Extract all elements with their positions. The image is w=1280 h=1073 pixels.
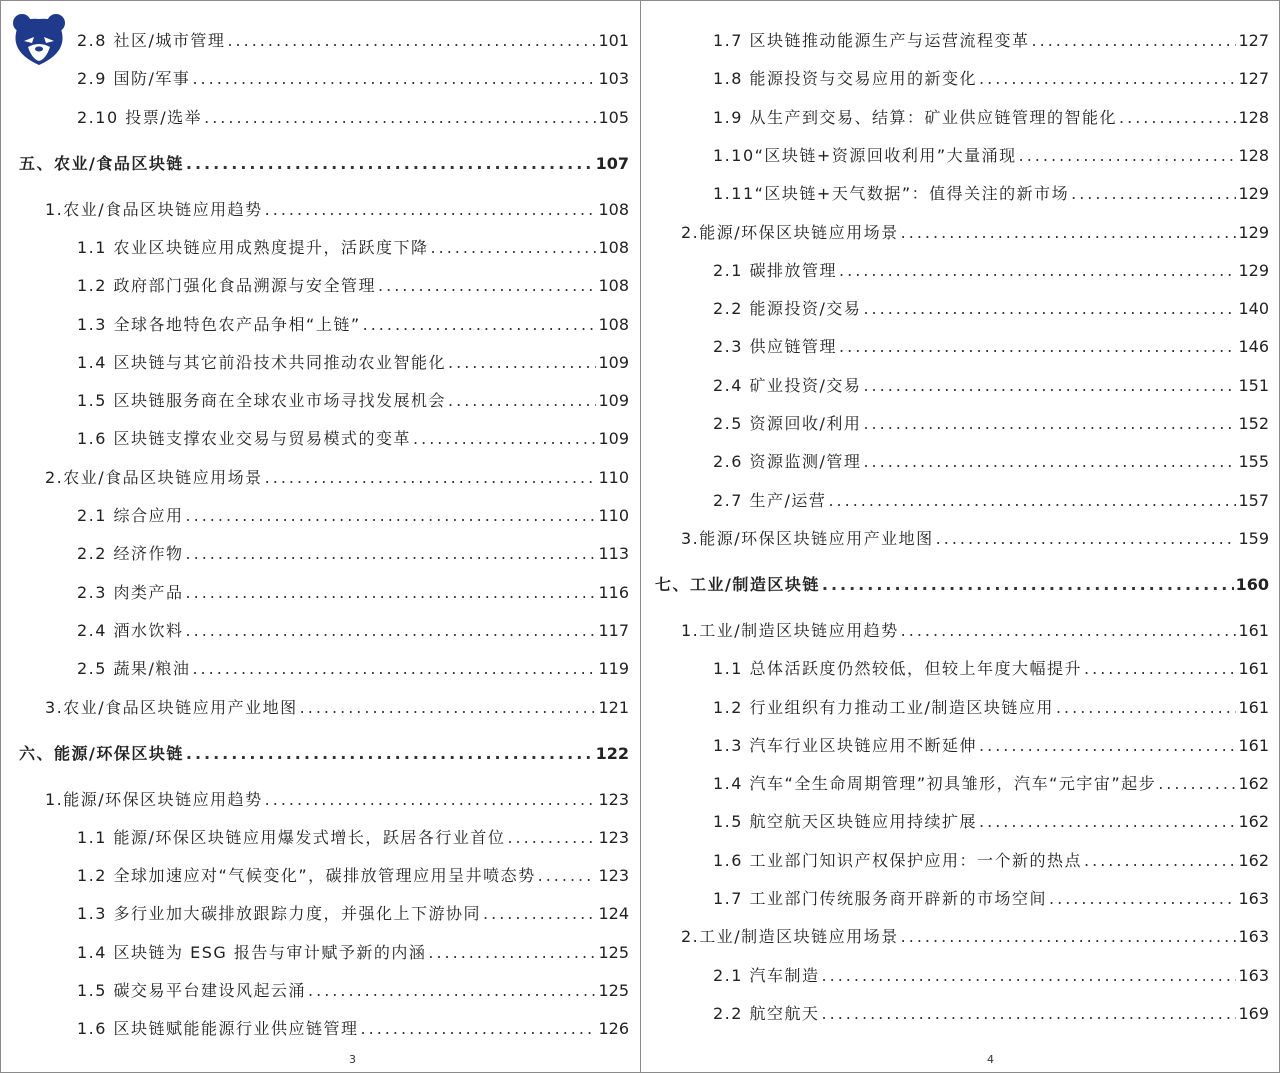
toc-entry-page: 159 [1238,528,1269,548]
toc-entry-page: 162 [1238,812,1269,832]
toc-entry-title: 1.1 总体活跃度仍然较低，但较上年度大幅提升 [713,659,1083,679]
toc-leader-dots [901,223,1237,242]
toc-entry-page: 122 [595,743,629,763]
toc-chapter[interactable] [655,572,1269,595]
toc-subsection[interactable] [713,66,1269,89]
toc-leader-dots [901,621,1237,640]
toc-leader-dots [300,698,597,717]
toc-subsection[interactable] [713,28,1269,51]
toc-section[interactable] [45,787,629,810]
toc-leader-dots [308,981,596,1000]
toc-subsection[interactable] [713,411,1269,434]
toc-entry-page: 146 [1238,337,1269,357]
toc-leader-dots [863,376,1236,395]
toc-entry-title: 1.5 区块链服务商在全球农业市场寻找发展机会 [77,391,447,411]
toc-leader-dots [204,108,596,127]
toc-subsection[interactable] [77,541,629,564]
toc-leader-dots [828,491,1236,510]
toc-entry-title: 1.5 航空航天区块链应用持续扩展 [713,812,978,832]
toc-entry-title: 五、农业/食品区块链 [19,153,184,173]
toc-leader-dots [192,69,596,88]
toc-entry-page: 123 [598,866,629,886]
toc-leader-dots [265,468,597,487]
toc-entry-title: 2.农业/食品区块链应用场景 [45,467,263,487]
toc-entry-title: 1.8 能源投资与交易应用的新变化 [713,69,978,89]
toc-subsection[interactable] [77,978,629,1001]
toc-entry-page: 127 [1238,31,1269,50]
toc-subsection[interactable] [77,901,629,924]
toc-entry-page: 163 [1238,965,1269,985]
toc-leader-dots [431,238,597,257]
toc-entry-title: 1.2 政府部门强化食品溯源与安全管理 [77,276,377,296]
toc-leader-dots [483,904,596,923]
toc-entry-title: 2.6 资源监测/管理 [713,452,862,472]
toc-entry-page: 117 [598,620,629,640]
toc-entry-title: 1.工业/制造区块链应用趋势 [681,620,899,640]
toc-entry-page: 119 [598,659,629,679]
toc-entry-title: 2.1 汽车制造 [713,965,820,985]
toc-entry-page: 127 [1238,69,1269,89]
toc-subsection[interactable] [77,350,629,373]
toc-entry-title: 1.能源/环保区块链应用趋势 [45,789,263,809]
toc-entry-page: 109 [598,429,629,449]
toc-entry-title: 1.2 行业组织有力推动工业/制造区块链应用 [713,697,1054,717]
toc-entry-page: 161 [1238,620,1269,640]
toc-leader-dots [265,790,597,809]
toc-leader-dots [1071,184,1236,203]
toc-chapter[interactable] [19,151,629,174]
toc-entry-title: 2.10 投票/选举 [77,107,203,127]
toc-section[interactable] [45,695,629,718]
toc-section[interactable] [45,465,629,488]
toc-subsection[interactable] [713,488,1269,511]
toc-leader-dots [1032,31,1237,50]
toc-leader-dots [428,943,596,962]
toc-subsection[interactable] [713,296,1269,319]
toc-leader-dots [378,276,596,295]
toc-entry-page: 116 [598,582,629,602]
toc-entry-page: 110 [598,506,629,525]
toc-leader-dots [822,1004,1237,1023]
toc-subsection[interactable] [713,449,1269,472]
toc-subsection[interactable] [77,503,629,526]
toc-leader-dots [186,506,597,525]
toc-leader-dots [413,429,596,448]
toc-entry-page: 161 [1238,697,1269,717]
toc-section[interactable] [681,526,1269,549]
toc-entry-title: 2.5 资源回收/利用 [713,414,862,433]
toc-leader-dots [361,1019,597,1038]
toc-leader-dots [822,575,1234,594]
toc-subsection[interactable] [77,580,629,603]
toc-subsection[interactable] [77,235,629,258]
toc-entry-page: 108 [598,276,629,296]
toc-subsection[interactable] [77,28,629,51]
toc-leader-dots [979,736,1236,755]
toc-entry-page: 160 [1235,574,1269,594]
page-number: 4 [987,1053,994,1066]
toc-leader-dots [186,544,597,563]
toc-entry-page: 109 [598,391,629,411]
toc-entry-page: 101 [598,31,629,50]
toc-subsection[interactable] [713,809,1269,832]
toc-subsection[interactable] [77,105,629,128]
toc-entry-title: 3.农业/食品区块链应用产业地图 [45,697,298,717]
toc-leader-dots [227,31,596,50]
toc-entry-page: 126 [598,1019,629,1039]
toc-entry-page: 128 [1238,107,1269,127]
toc-subsection[interactable] [713,656,1269,679]
toc-subsection[interactable] [77,312,629,335]
toc-leader-dots [1119,108,1236,127]
toc-leader-dots [1019,146,1237,165]
toc-entry-title: 1.7 工业部门传统服务商开辟新的市场空间 [713,889,1048,908]
toc-entry-title: 2.7 生产/运营 [713,490,827,510]
toc-entry-title: 2.2 航空航天 [713,1003,820,1023]
toc-leader-dots [863,414,1236,433]
toc-leader-dots [507,828,596,847]
toc-entry-title: 1.3 全球各地特色农产品争相“上链” [77,314,361,334]
toc-entry-page: 125 [598,981,629,1000]
toc-subsection[interactable] [77,618,629,641]
toc-chapter[interactable] [19,741,629,764]
toc-entry-title: 2.工业/制造区块链应用场景 [681,927,899,947]
toc-leader-dots [863,452,1236,471]
toc-entry-title: 1.农业/食品区块链应用趋势 [45,199,263,219]
toc-subsection[interactable] [77,863,629,886]
toc-leader-dots [839,261,1236,280]
toc-entry-title: 1.6 区块链赋能能源行业供应链管理 [77,1019,359,1039]
toc-entry-page: 125 [598,942,629,962]
toc-section[interactable] [681,618,1269,641]
toc-entry-title: 1.4 区块链与其它前沿技术共同推动农业智能化 [77,352,447,372]
toc-entry-page: 124 [598,904,629,924]
toc-leader-dots [1056,698,1237,717]
toc-entry-page: 129 [1238,222,1269,242]
toc-leader-dots [822,966,1237,985]
toc-entry-title: 七、工业/制造区块链 [655,574,820,594]
toc-entry-title: 1.11“区块链+天气数据”：值得关注的新市场 [713,184,1070,204]
toc-leader-dots [186,744,594,763]
toc-subsection[interactable] [713,963,1269,986]
toc-entry-page: 162 [1238,774,1269,794]
toc-entry-page: 121 [598,697,629,717]
toc-leader-dots [1158,774,1236,793]
toc-subsection[interactable] [713,695,1269,718]
toc-leader-dots [839,337,1236,356]
toc-leader-dots [186,154,594,173]
toc-entry-page: 152 [1238,414,1269,433]
toc-subsection[interactable] [713,1001,1269,1024]
toc-leader-dots [448,391,596,410]
toc-entry-title: 2.2 能源投资/交易 [713,299,862,319]
toc-leader-dots [192,659,596,678]
toc-entry-title: 1.10“区块链+资源回收利用”大量涌现 [713,145,1017,165]
toc-entry-title: 2.1 综合应用 [77,506,184,525]
toc-entry-title: 2.4 酒水饮料 [77,620,184,640]
toc-subsection[interactable] [713,334,1269,357]
toc-subsection[interactable] [77,66,629,89]
toc-subsection[interactable] [713,105,1269,128]
toc-entry-title: 1.3 汽车行业区块链应用不断延伸 [713,735,978,755]
toc-entry-title: 2.3 肉类产品 [77,582,184,602]
toc-entry-page: 151 [1238,375,1269,395]
toc-leader-dots [863,299,1236,318]
toc-entry-page: 108 [598,237,629,257]
toc-entry-title: 六、能源/环保区块链 [19,743,184,763]
toc-subsection[interactable] [77,426,629,449]
toc-entry-page: 161 [1238,659,1269,679]
toc-entry-title: 1.6 工业部门知识产权保护应用：一个新的热点 [713,850,1083,870]
toc-leader-dots [1084,659,1236,678]
toc-entry-page: 129 [1238,260,1269,280]
toc-leader-dots [936,529,1237,548]
toc-entry-title: 1.2 全球加速应对“气候变化”，碳排放管理应用呈井喷态势 [77,866,536,886]
toc-subsection[interactable] [713,771,1269,794]
toc-entry-page: 157 [1238,490,1269,510]
toc-entry-page: 161 [1238,735,1269,755]
toc-subsection[interactable] [77,940,629,963]
toc-entry-title: 1.6 区块链支撑农业交易与贸易模式的变革 [77,429,412,449]
toc-leader-dots [538,866,597,885]
toc-subsection[interactable] [713,143,1269,166]
toc-leader-dots [448,353,596,372]
toc-entry-title: 1.1 农业区块链应用成熟度提升，活跃度下降 [77,237,429,257]
toc-entry-title: 1.7 区块链推动能源生产与运营流程变革 [713,31,1030,50]
toc-leader-dots [979,812,1236,831]
toc-leader-dots [265,200,597,219]
toc-entry-page: 155 [1238,452,1269,472]
toc-leader-dots [186,583,597,602]
toc-entry-title: 1.4 区块链为 ESG 报告与审计赋予新的内涵 [77,942,427,962]
toc-entry-page: 162 [1238,850,1269,870]
toc-entry-page: 110 [598,467,629,487]
toc-entry-title: 2.1 碳排放管理 [713,260,838,280]
toc-leader-dots [1084,851,1236,870]
toc-leader-dots [979,69,1236,88]
toc-section[interactable] [681,220,1269,243]
toc-subsection[interactable] [713,848,1269,871]
toc-entry-page: 105 [598,107,629,127]
toc-subsection[interactable] [713,181,1269,204]
toc-entry-page: 140 [1238,299,1269,319]
toc-entry-title: 1.3 多行业加大碳排放跟踪力度，并强化上下游协同 [77,904,482,924]
toc-subsection[interactable] [77,656,629,679]
toc-entry-title: 1.1 能源/环保区块链应用爆发式增长，跃居各行业首位 [77,827,506,847]
toc-entry-page: 113 [598,544,629,564]
toc-subsection[interactable] [713,886,1269,909]
toc-entry-page: 108 [598,314,629,334]
toc-entry-title: 2.8 社区/城市管理 [77,31,226,50]
toc-subsection[interactable] [77,388,629,411]
toc-entry-title: 3.能源/环保区块链应用产业地图 [681,528,934,548]
toc-entry-page: 129 [1238,184,1269,204]
toc-entry-title: 2.9 国防/军事 [77,69,191,89]
toc-entry-title: 2.2 经济作物 [77,544,184,564]
toc-entry-page: 109 [598,352,629,372]
toc-entry-page: 107 [595,153,629,173]
toc-subsection[interactable] [77,273,629,296]
toc-entry-title: 2.能源/环保区块链应用场景 [681,222,899,242]
toc-entry-title: 1.4 汽车“全生命周期管理”初具雏形，汽车“元宇宙”起步 [713,774,1157,794]
toc-entry-page: 123 [598,789,629,809]
toc-entry-page: 108 [598,199,629,219]
toc-subsection[interactable] [713,373,1269,396]
toc-leader-dots [1049,889,1236,908]
bear-head-icon [10,11,68,69]
toc-entry-title: 2.5 蔬果/粮油 [77,659,191,679]
toc-leader-dots [363,315,597,334]
toc-section[interactable] [45,197,629,220]
page-number: 3 [349,1053,356,1066]
toc-entry-title: 2.4 矿业投资/交易 [713,375,862,395]
toc-subsection[interactable] [77,825,629,848]
toc-entry-page: 163 [1238,889,1269,908]
toc-section[interactable] [681,924,1269,947]
toc-entry-page: 123 [598,827,629,847]
toc-leader-dots [901,927,1237,946]
toc-subsection[interactable] [713,258,1269,281]
toc-entry-title: 2.3 供应链管理 [713,337,838,357]
toc-entry-page: 169 [1238,1003,1269,1023]
toc-page-right [640,0,1280,1073]
toc-entry-page: 163 [1238,927,1269,947]
toc-entry-title: 1.5 碳交易平台建设风起云涌 [77,981,307,1000]
toc-entry-page: 103 [598,69,629,89]
toc-subsection[interactable] [713,733,1269,756]
toc-entry-title: 1.9 从生产到交易、结算：矿业供应链管理的智能化 [713,107,1118,127]
toc-leader-dots [186,621,597,640]
toc-entry-page: 128 [1238,145,1269,165]
toc-subsection[interactable] [77,1016,629,1039]
